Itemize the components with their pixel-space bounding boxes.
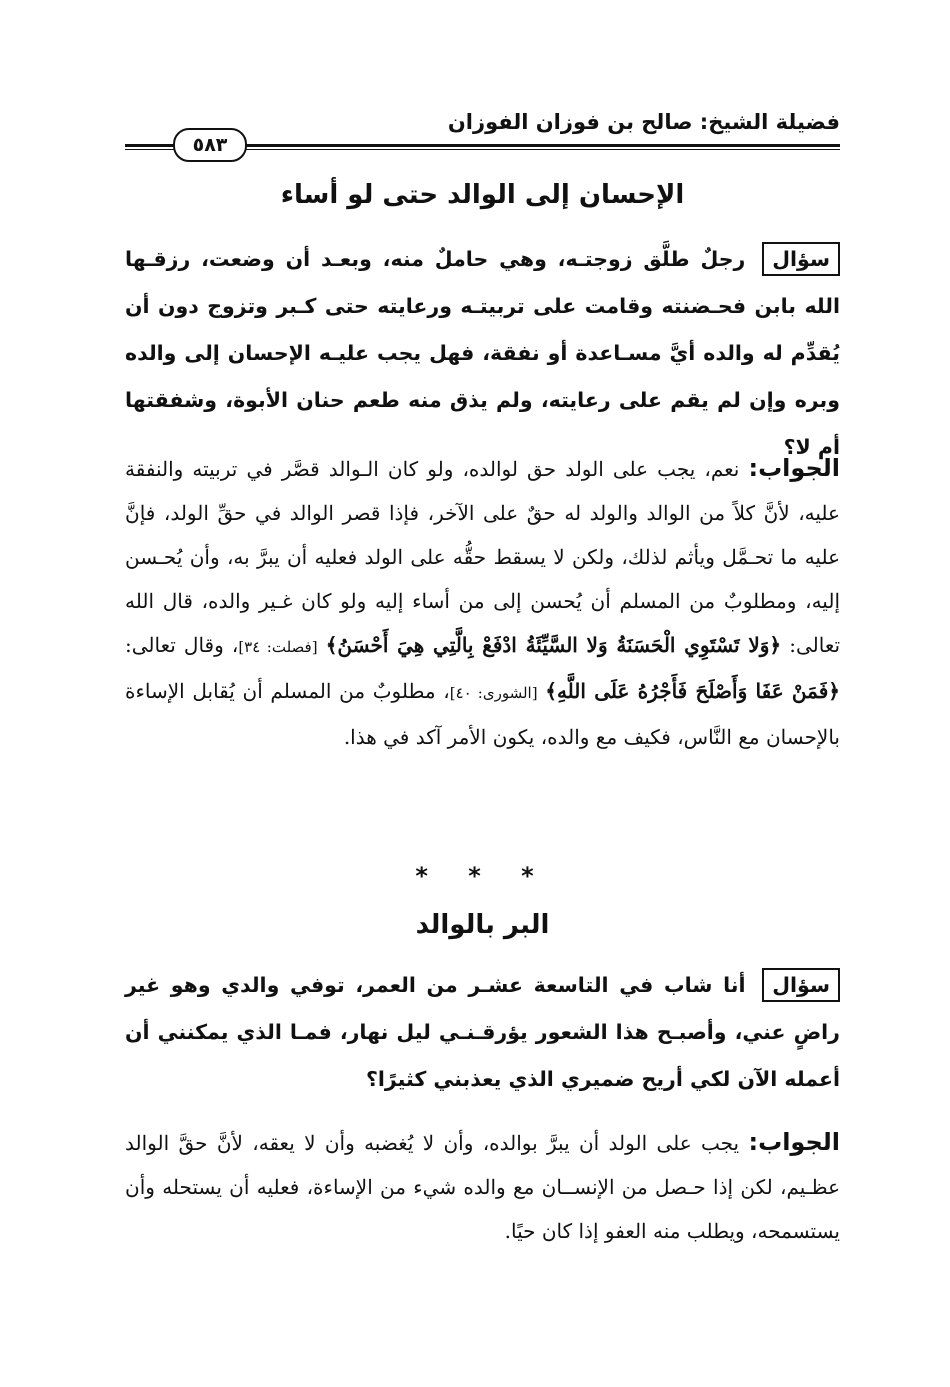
page-number: ٥٨٣ [173,128,247,162]
answer-paragraph [125,1120,840,1253]
question-paragraph [125,962,840,1103]
quran-verse: ﴿فَمَنْ عَفَا وَأَصْلَحَ فَأَجْرُهُ عَلَى اللَّهِ﴾ [545,679,840,703]
section-separator: * * * [415,862,550,890]
answer-paragraph [125,446,840,759]
answer-label: الجواب: [748,1128,841,1156]
author-name: فضيلة الشيخ: صالح بن فوزان الفوزان [447,110,840,134]
quran-verse: ﴿وَلا تَسْتَوِي الْحَسَنَةُ وَلا السَّيِّئَةُ ادْفَعْ بِالَّتِي هِيَ أَحْسَنُ﴾ [325,633,782,657]
question-label: سؤال [762,968,840,1002]
section-title: الإحسان إلى الوالد حتى لو أساء [280,180,685,210]
question-text: رجلٌ طلَّق زوجتـه، وهي حاملٌ منه، وبعـد أن وضعت، رزقـها الله بابن فحـضنته وقامت على تربيتـه ورعايته حتى كـبر وتزوج دون أن يُقدِّم له والده أيَّ مسـاعدة أو نفقة، فهل يجب عليـه الإحسان إلى والده وبره وإن لم يقم على رعايته، ولم يذق منه طعم حنان الأبوة، وشفقتها أم لا؟ [125,247,840,459]
answer-text: ، مطلوبٌ من المسلم أن يُقابل الإساءة بالإحسان مع النَّاس، فكيف مع والده، يكون الأمر آكد في هذا. [125,679,840,749]
answer-label: الجواب: [748,454,840,482]
running-header [125,100,840,162]
verse-reference: [فصلت: ٣٤] [238,638,318,656]
question-paragraph [125,236,840,471]
question-text: أنا شاب في التاسعة عشـر من العمر، توفي والدي وهو غير راضٍ عني، وأصبـح هذا الشعور يؤرقـنـي ليل نهار، فمـا الذي يمكنني أن أعمله الآن لكي أريح ضميري الذي يعذبني كثيرًا؟ [125,973,840,1091]
answer-text: نعم، يجب على الولد حق لوالده، ولو كان الـوالد قصَّر في تربيته والنفقة عليه، لأنَّ كلاً من الوالد والولد له حقٌ على الآخر، فإذا قصر الوالد في حقِّ الولد، فإنَّ عليه ما تحـمَّل ويأثم لذلك، ولكن لا يسقط حقُّه على الولد فعليه أن يبرَّ به، وأن يُحـسن إليه، ومطلوبٌ من المسلم أن يُحسن إلى من أساء إليه ولو كان غـير والده، قال الله تعالى: [125,457,841,657]
answer-text: ، وقال تعالى: [125,633,239,657]
verse-reference: [الشورى: ٤٠] [449,684,538,702]
question-label: سؤال [762,242,840,276]
section-title: البر بالوالد [415,910,550,940]
answer-text: يجب على الولد أن يبرَّ بوالده، وأن لا يُغضبه وأن لا يعقه، لأنَّ حقَّ الوالد عظـيم، لكن إذا حـصل من الإنســان مع والده شيء من الإساءة، فعليه أن يستحله وأن يستسمحه، ويطلب منه العفو إذا كان حيًا. [125,1131,840,1243]
